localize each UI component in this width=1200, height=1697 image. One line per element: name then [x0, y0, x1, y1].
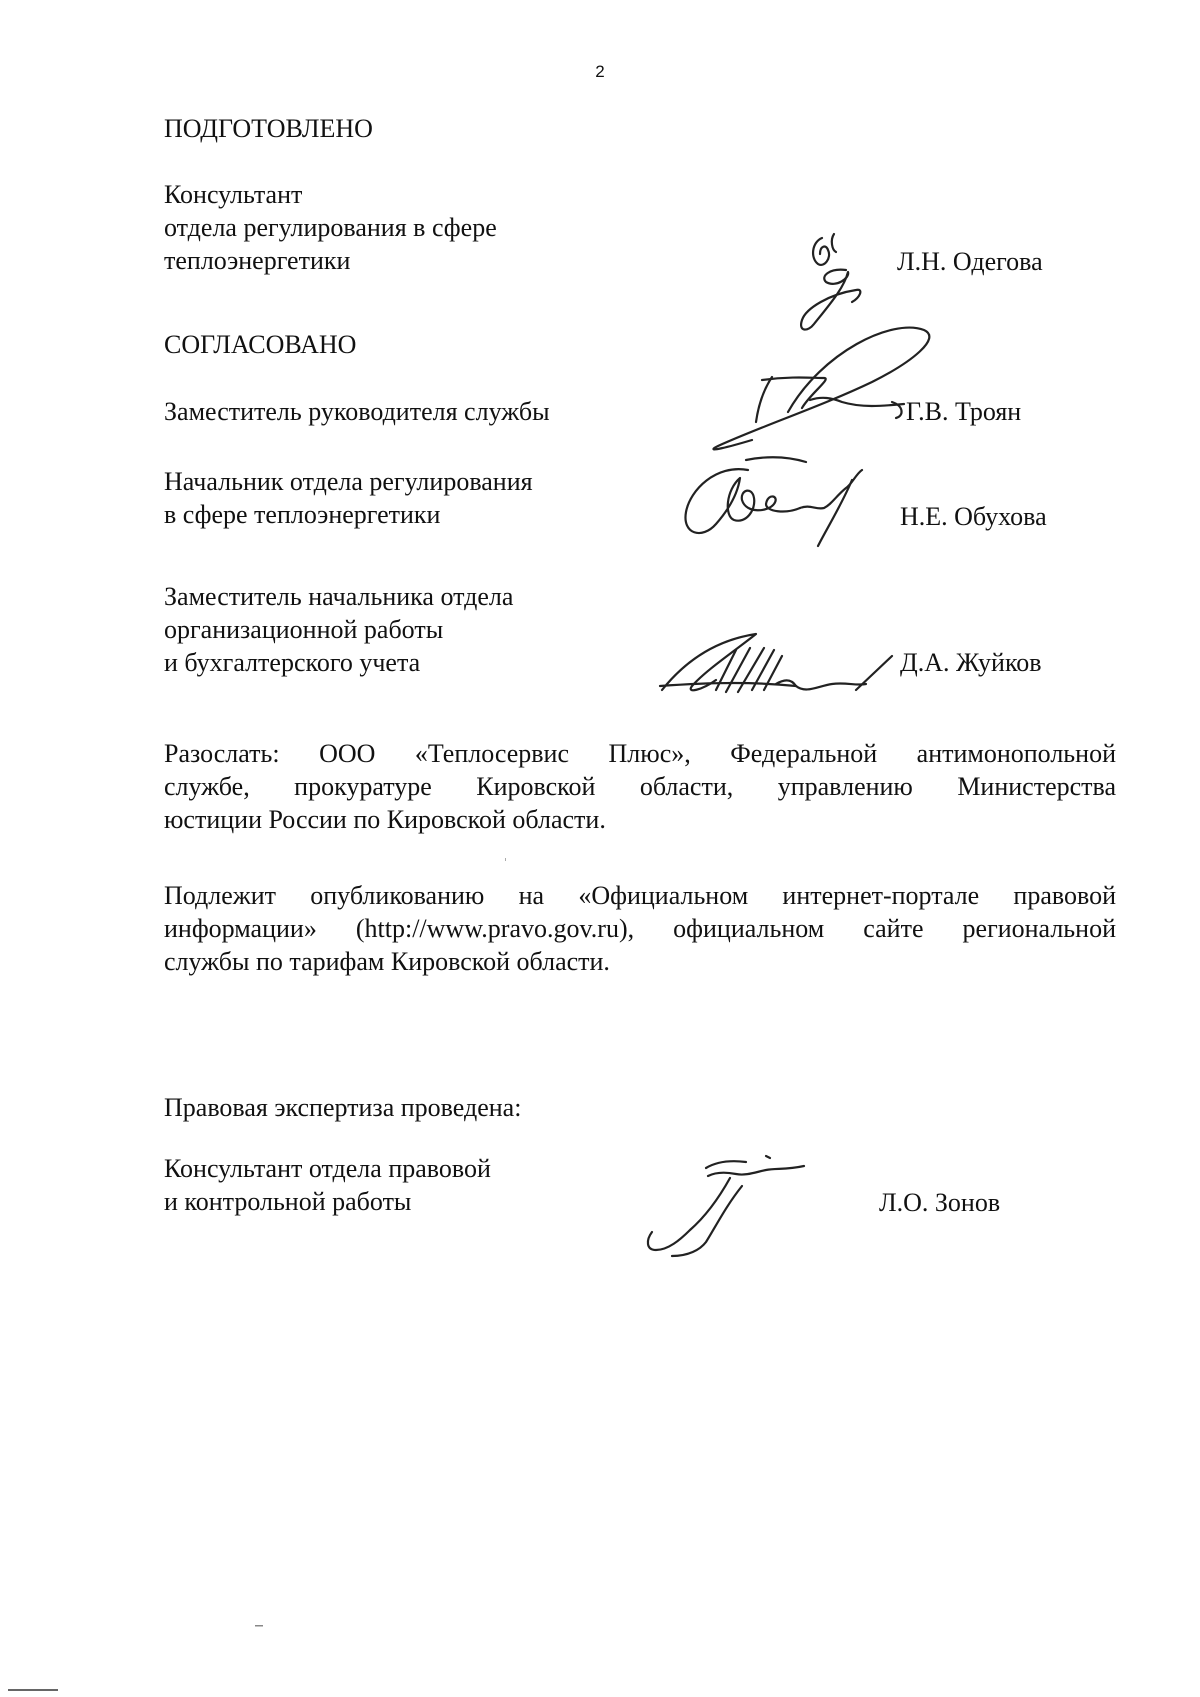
publication-line: Подлежит опубликованию на «Официальном интернет-портале правовой [164, 881, 1116, 910]
position-line: Заместитель начальника отдела [164, 582, 514, 611]
position-line: в сфере теплоэнергетики [164, 500, 441, 529]
position-line: Начальник отдела регулирования [164, 467, 533, 496]
position-line: организационной работы [164, 615, 444, 644]
distribution-line: юстиции России по Кировской области. [164, 805, 606, 834]
agreed-name-2: Н.Е. Обухова [900, 502, 1047, 531]
legal-review-name: Л.О. Зонов [879, 1188, 1001, 1217]
position-line: Консультант [164, 180, 303, 209]
position-line: Консультант отдела правовой [164, 1154, 491, 1183]
publication-line: информации» (http://www.pravo.gov.ru), официальном сайте региональной [164, 914, 1116, 943]
position-line: и контрольной работы [164, 1187, 412, 1216]
publication-line: службы по тарифам Кировской области. [164, 947, 610, 976]
prepared-heading: ПОДГОТОВЛЕНО [164, 114, 373, 143]
page-number: 2 [595, 62, 605, 81]
position-line: отдела регулирования в сфере [164, 213, 497, 242]
distribution-line: Разослать: ООО «Теплосервис Плюс», Федеральной антимонопольной [164, 739, 1116, 768]
prepared-name: Л.Н. Одегова [897, 247, 1043, 276]
position-line: и бухгалтерского учета [164, 648, 421, 677]
agreed-name-1: Г.В. Троян [906, 397, 1022, 426]
agreed-heading: СОГЛАСОВАНО [164, 330, 357, 359]
distribution-line: службе, прокуратуре Кировской области, управлению Министерства [164, 772, 1116, 801]
position-line: теплоэнергетики [164, 246, 351, 275]
legal-review-heading: Правовая экспертиза проведена: [164, 1093, 522, 1122]
position-line: Заместитель руководителя службы [164, 397, 550, 426]
agreed-name-3: Д.А. Жуйков [900, 648, 1042, 677]
